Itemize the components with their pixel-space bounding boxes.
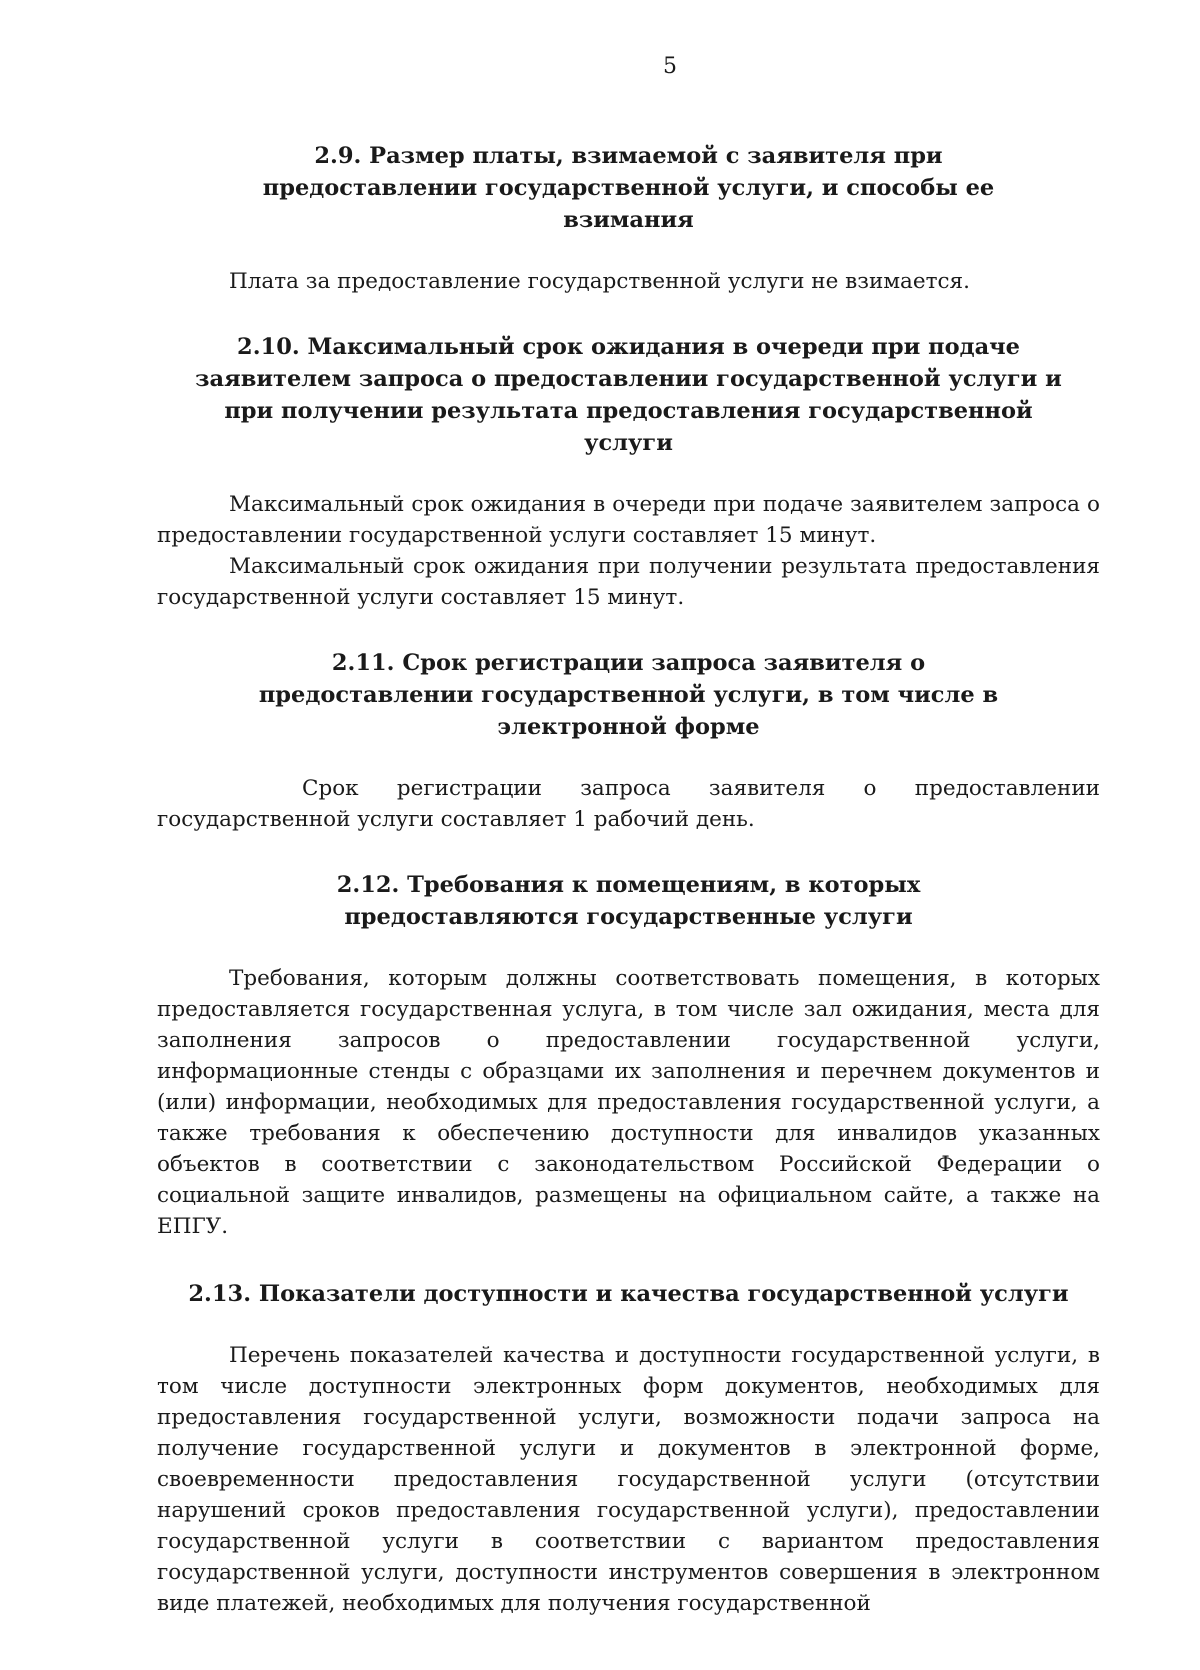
paragraph: Срок регистрации запроса заявителя о предоставлении государственной услуги составляет 1 рабочий день. [157,776,1100,832]
section-2-9 [157,140,1100,297]
paragraph: Перечень показателей качества и доступности государственной услуги, в том числе доступности электронных форм документов, необходимых для предоставления государственной услуги, возможности подачи запроса на получение государственной услуги и документов в электронной форме, своевременности предоставления государственной услуги (отсутствии нарушений сроков предоставления государственной услуги), предоставлении государственной услуги в соответствии с вариантом предоставления государственной услуги, доступности инструментов совершения в электронном виде платежей, необходимых для получения государственной [157,1343,1100,1616]
section-heading: 2.13. Показатели доступности и качества государственной услуги [188,1281,1069,1307]
section-2-13 [157,1278,1100,1619]
paragraph: Плата за предоставление государственной услуги не взимается. [229,269,970,294]
section-2-10 [157,331,1100,613]
section-2-11 [157,647,1100,835]
paragraph: Требования, которым должны соответствовать помещения, в которых предоставляется государственная услуга, в том числе зал ожидания, места для заполнения запросов о предоставлении государственной услуги, информационные стенды с образцами их заполнения и перечнем документов и (или) информации, необходимых для предоставления государственной услуги, а также требования к обеспечению доступности для инвалидов указанных объектов в соответствии с законодательством Российской Федерации о социальной защите инвалидов, размещены на официальном сайте, а также на ЕПГУ. [157,966,1100,1239]
paragraph: Максимальный срок ожидания при получении результата предоставления государственной услуги составляет 15 минут. [157,554,1100,610]
section-heading: 2.9. Размер платы, взимаемой с заявителя при предоставлении государственной услуги, и способы ее взимания [262,143,995,233]
document-body [157,140,1100,1619]
section-heading: 2.12. Требования к помещениям, в которых предоставляются государственные услуги [336,872,921,930]
section-heading: 2.10. Максимальный срок ожидания в очереди при подаче заявителем запроса о предоставлении государственной услуги и при получении результата предоставления государственной услуги [195,334,1062,456]
section-2-12 [157,869,1100,1242]
page-number: 5 [663,54,677,79]
paragraph: Максимальный срок ожидания в очереди при подаче заявителем запроса о предоставлении государственной услуги составляет 15 минут. [157,492,1100,548]
section-heading: 2.11. Срок регистрации запроса заявителя о предоставлении государственной услуги, в том числе в электронной форме [258,650,999,740]
